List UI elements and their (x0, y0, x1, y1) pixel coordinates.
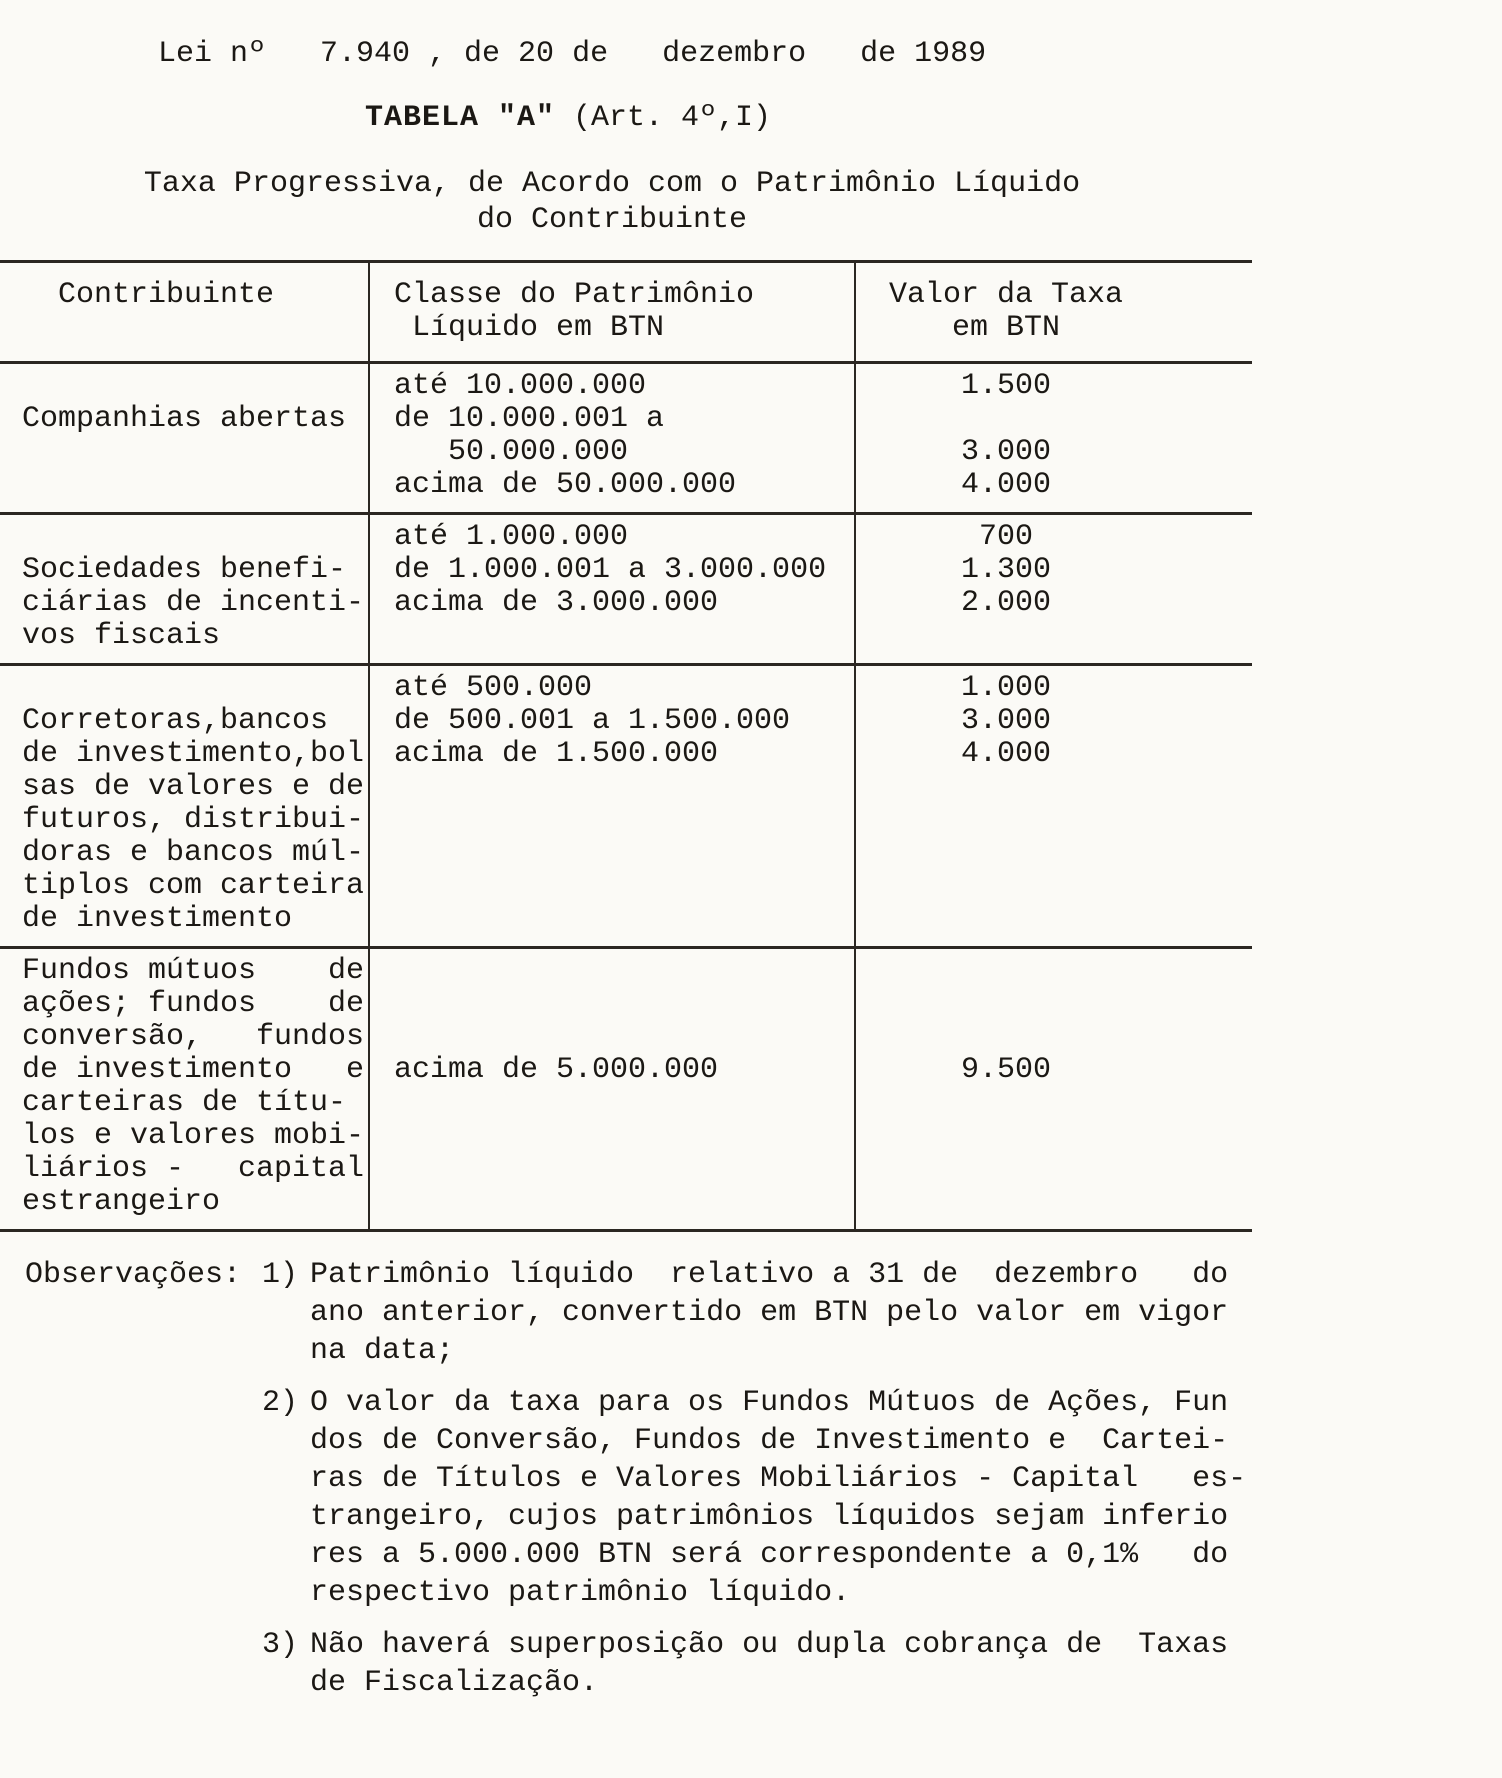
text-line: em BTN (951, 311, 1061, 345)
text-line: los e valores mobi- (22, 1119, 365, 1153)
text-line: liários - capital (22, 1152, 365, 1186)
text-line: Valor da Taxa (888, 278, 1124, 312)
text-line: Classe do Patrimônio (394, 278, 755, 312)
cell-classe (370, 666, 856, 946)
text-line: tiplos com carteira (22, 869, 365, 903)
observation-line: de Fiscalização. (310, 1666, 599, 1700)
text-line: 1.000 (960, 671, 1051, 705)
text-line: Contribuinte (22, 278, 275, 312)
tax-table (0, 260, 1252, 1232)
text-line: 3.000 (960, 704, 1051, 738)
text-line (856, 1021, 1156, 1054)
observation-item (262, 1384, 1252, 1612)
subtitle-line-2: do Contribuinte (476, 203, 748, 237)
observation-item (262, 1626, 1252, 1702)
text-line: de investimento e (22, 1053, 365, 1087)
text-line (856, 988, 1156, 1021)
cell-classe (370, 364, 856, 512)
observation-line: O valor da taxa para os Fundos Mútuos de Ações, Fun (310, 1386, 1229, 1420)
text-line: de investimento,bol (22, 737, 365, 771)
table-row (0, 364, 1252, 515)
cell-contribuinte (0, 666, 370, 946)
text-line: 2.000 (960, 586, 1051, 620)
observation-line: Não haverá superposição ou dupla cobrança de Taxas (310, 1628, 1229, 1662)
text-line: acima de 50.000.000 (394, 468, 737, 502)
observation-line: dos de Conversão, Fundos de Investimento e Cartei- (310, 1424, 1229, 1458)
text-line: Fundos mútuos de (22, 954, 365, 988)
text-line: ciárias de incenti- (22, 586, 365, 620)
text-line: sas de valores e de (22, 770, 365, 804)
observation-text (310, 1384, 1246, 1612)
text-line: 3.000 (960, 435, 1051, 469)
observation-text (310, 1256, 1228, 1370)
cell-valor (856, 515, 1252, 663)
text-line: de 1.000.001 a 3.000.000 (394, 553, 827, 587)
observation-line: na data; (310, 1334, 455, 1368)
text-line: carteiras de títu- (22, 1086, 347, 1120)
cell-valor (856, 949, 1252, 1229)
text-line: 4.000 (960, 468, 1051, 502)
text-line (856, 955, 1156, 988)
text-line: 1.500 (960, 369, 1051, 403)
observation-text (310, 1626, 1228, 1702)
cell-contribuinte (0, 515, 370, 663)
text-line: 50.000.000 (394, 435, 629, 469)
text-line: até 500.000 (394, 671, 593, 705)
observation-number: 1) (262, 1258, 299, 1292)
text-line (22, 370, 368, 403)
text-line: de 10.000.001 a (394, 402, 665, 436)
text-line (394, 955, 854, 988)
text-line: ações; fundos de (22, 987, 365, 1021)
text-line: até 1.000.000 (394, 520, 629, 554)
observation-line: res a 5.000.000 BTN será correspondente a 0,1% do (310, 1538, 1229, 1572)
table-row (0, 949, 1252, 1229)
text-line: Líquido em BTN (394, 311, 665, 345)
text-line (394, 988, 854, 1021)
cell-classe (370, 949, 856, 1229)
text-line (22, 521, 368, 554)
observation-line: ano anterior, convertido em BTN pelo valor em vigor (310, 1296, 1229, 1330)
header-cell-valor (856, 263, 1252, 361)
cell-classe (370, 515, 856, 663)
subtitle-line-1: Taxa Progressiva, de Acordo com o Patrimônio Líquido (143, 167, 1081, 201)
observation-line: trangeiro, cujos patrimônios líquidos sejam inferio (310, 1500, 1229, 1534)
text-line: acima de 5.000.000 (394, 1053, 719, 1087)
text-line: 9.500 (960, 1053, 1051, 1087)
text-line: 1.300 (960, 553, 1051, 587)
text-line: 4.000 (960, 737, 1051, 771)
cell-valor (856, 666, 1252, 946)
text-line: 700 (978, 520, 1033, 554)
table-row (0, 515, 1252, 666)
cell-valor (856, 364, 1252, 512)
law-title: Lei nº 7.940 , de 20 de dezembro de 1989 (158, 37, 987, 71)
table-title-name: TABELA "A" (364, 101, 555, 135)
table-title (0, 100, 1194, 136)
text-line (394, 1021, 854, 1054)
table-title-article: (Art. 4º,I) (554, 101, 772, 135)
observation-line: Patrimônio líquido relativo a 31 de dezembro do (310, 1258, 1229, 1292)
observation-number: 3) (262, 1628, 299, 1662)
table-row (0, 666, 1252, 949)
observations-label: Observações: (25, 1258, 242, 1292)
header-cell-classe (370, 263, 856, 361)
text-line: acima de 3.000.000 (394, 586, 719, 620)
cell-contribuinte (0, 364, 370, 512)
text-line: conversão, fundos (22, 1020, 365, 1054)
text-line: vos fiscais (22, 619, 221, 653)
text-line (856, 403, 1156, 436)
observation-number: 2) (262, 1386, 299, 1420)
text-line: de 500.001 a 1.500.000 (394, 704, 791, 738)
text-line (22, 672, 368, 705)
text-line: até 10.000.000 (394, 369, 647, 403)
document-content (0, 36, 1252, 1702)
text-line: Sociedades benefi- (22, 553, 347, 587)
text-line: futuros, distribui- (22, 803, 365, 837)
text-line: Companhias abertas (22, 402, 347, 436)
table-header-row (0, 263, 1252, 364)
text-line: acima de 1.500.000 (394, 737, 719, 771)
observation-item (262, 1256, 1252, 1370)
text-line: estrangeiro (22, 1185, 221, 1219)
text-line: Corretoras,bancos (22, 704, 329, 738)
observation-line: respectivo patrimônio líquido. (310, 1576, 851, 1610)
text-line: doras e bancos múl- (22, 836, 365, 870)
observation-line: ras de Títulos e Valores Mobiliários - Capital es- (310, 1462, 1247, 1496)
observations-section (0, 1256, 1252, 1702)
header-cell-contribuinte (0, 263, 370, 361)
cell-contribuinte (0, 949, 370, 1229)
observations-list (262, 1256, 1252, 1702)
text-line: de investimento (22, 902, 293, 936)
